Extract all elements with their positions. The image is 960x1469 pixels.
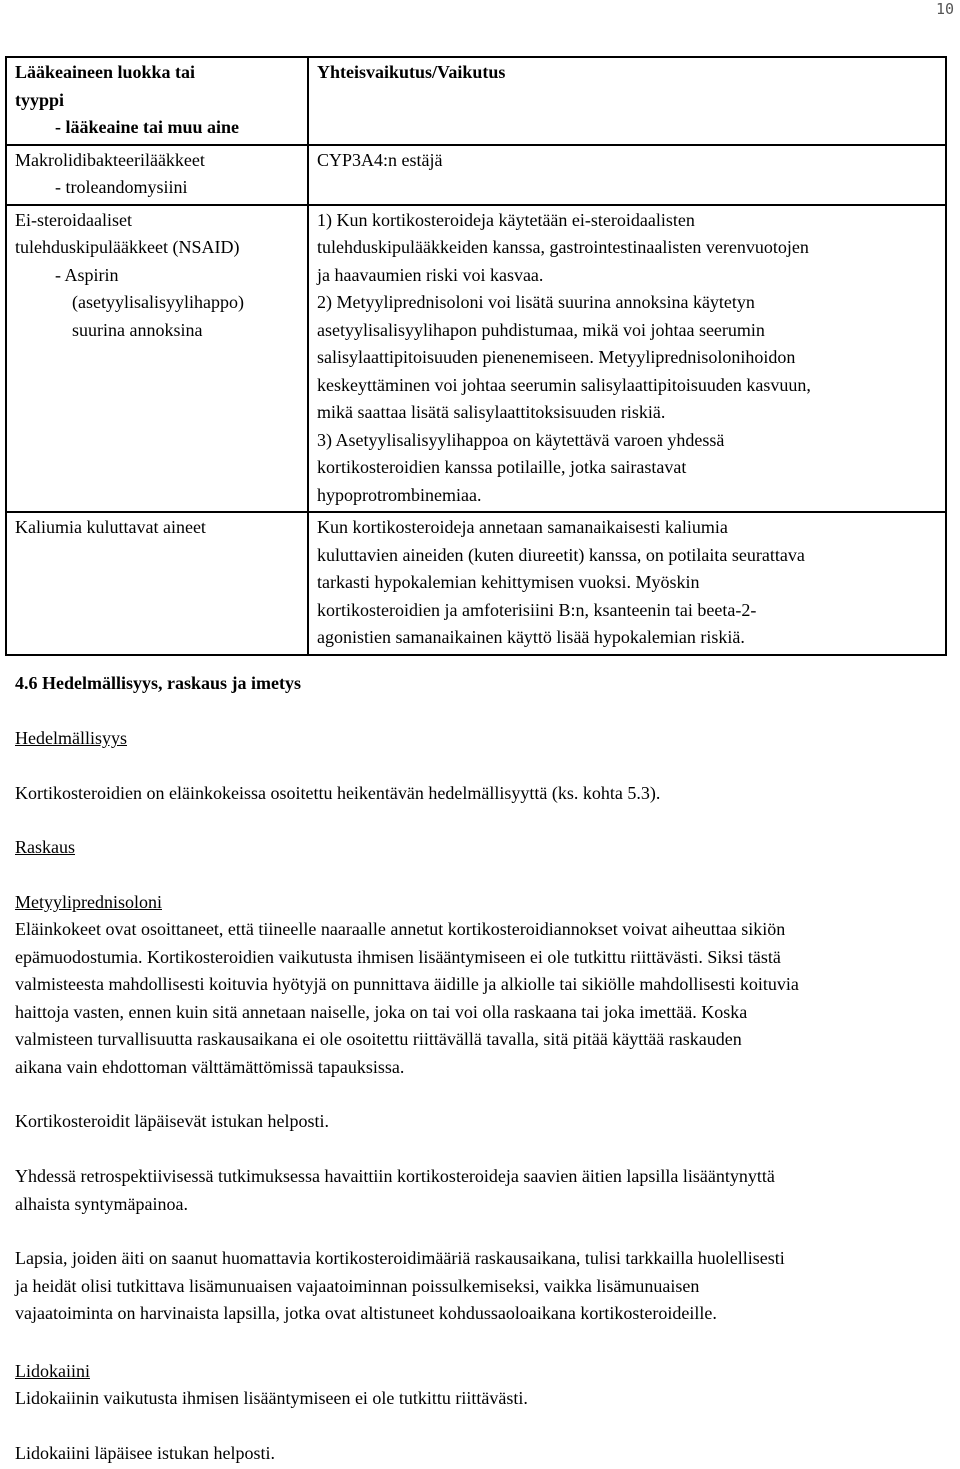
section-heading: 4.6 Hedelmällisyys, raskaus ja imetys bbox=[15, 673, 301, 693]
header-right-cell bbox=[308, 57, 946, 145]
cell-line: Kaliumia kuluttavat aineet bbox=[15, 517, 206, 537]
header-left-line: - lääkeaine tai muu aine bbox=[55, 117, 240, 137]
table-header-row bbox=[6, 57, 946, 145]
paragraph-line: valmisteesta mahdollisesti koituvia hyötyjä on punnittava äidille ja alkiolle tai sikiölle mahdollisesti koituvia bbox=[15, 974, 799, 994]
header-left-line: Lääkeaineen luokka tai bbox=[15, 62, 196, 82]
lidocaine-heading: Lidokaiini bbox=[15, 1361, 90, 1381]
fertility-heading: Hedelmällisyys bbox=[15, 728, 127, 748]
paragraph-line: Yhdessä retrospektiivisessä tutkimuksessa havaittiin kortikosteroideja saavien äitien lapsilla lisääntynyttä bbox=[15, 1166, 775, 1186]
table-cell-right bbox=[308, 512, 946, 655]
cell-line: - Aspirin bbox=[55, 264, 119, 285]
paragraph-line: Lapsia, joiden äiti on saanut huomattavia kortikosteroidimääriä raskausaikana, tulisi tarkkailla huolellisesti bbox=[15, 1248, 785, 1268]
cell-line: suurina annoksina bbox=[72, 319, 203, 340]
header-right-text: Yhteisvaikutus/Vaikutus bbox=[317, 62, 506, 82]
cell-line: keskeyttäminen voi johtaa seerumin salisylaattipitoisuuden kasvuun, bbox=[317, 374, 811, 395]
cell-line: tarkasti hypokalemian kehittymisen vuoksi. Myöskin bbox=[317, 572, 700, 592]
cell-line: Kun kortikosteroideja annetaan samanaikaisesti kaliumia bbox=[317, 517, 728, 537]
cell-line: 2) Metyyliprednisoloni voi lisätä suurina annoksina käytetyn bbox=[317, 292, 755, 312]
cell-line: CYP3A4:n estäjä bbox=[317, 149, 443, 170]
paragraph-line: aikana vain ehdottoman välttämättömissä tapauksissa. bbox=[15, 1056, 405, 1077]
cell-line: tulehduskipulääkkeet (NSAID) bbox=[15, 237, 240, 257]
cell-line: ja haavaumien riski voi kasvaa. bbox=[317, 264, 544, 285]
pregnancy-heading: Raskaus bbox=[15, 837, 75, 857]
page-number: 10 bbox=[935, 0, 954, 18]
paragraph-line: alhaista syntymäpainoa. bbox=[15, 1193, 188, 1214]
cell-line: tulehduskipulääkkeiden kanssa, gastrointestinaalisten verenvuotojen bbox=[317, 237, 809, 257]
cell-line: agonistien samanaikainen käyttö lisää hypokalemian riskiä. bbox=[317, 627, 745, 647]
table-cell-left bbox=[6, 205, 308, 513]
table-cell-right bbox=[308, 145, 946, 205]
header-left-line: tyyppi bbox=[15, 89, 65, 110]
paragraph-line: Eläinkokeet ovat osoittaneet, että tiineelle naaraalle annetut kortikosteroidiannokset voivat aiheuttaa sikiön bbox=[15, 919, 786, 939]
table-cell-left bbox=[6, 145, 308, 205]
header-left-cell bbox=[6, 57, 308, 145]
cell-line: 3) Asetyylisalisyylihappoa on käytettävä varoen yhdessä bbox=[317, 429, 725, 450]
cell-line: Makrolidibakteerilääkkeet bbox=[15, 149, 205, 170]
table-row bbox=[6, 512, 946, 655]
cell-line: Ei-steroidaaliset bbox=[15, 209, 132, 230]
lidocaine-text-1: Lidokaiinin vaikutusta ihmisen lisääntymiseen ei ole tutkittu riittävästi. bbox=[15, 1388, 528, 1408]
cell-line: - troleandomysiini bbox=[55, 177, 188, 197]
fertility-text: Kortikosteroidien on eläinkokeissa osoitettu heikentävän hedelmällisyyttä (ks. kohta 5.3). bbox=[15, 783, 661, 803]
cell-line: salisylaattipitoisuuden pienenemiseen. Metyyliprednisolonihoidon bbox=[317, 347, 796, 367]
cell-line: kortikosteroidien ja amfoterisiini B:n, ksanteenin tai beeta-2- bbox=[317, 599, 757, 620]
pregnancy-paragraph-2: Kortikosteroidit läpäisevät istukan helposti. bbox=[15, 1111, 329, 1131]
table-cell-right bbox=[308, 205, 946, 513]
pregnancy-paragraph-3 bbox=[15, 1163, 955, 1218]
table-cell-left bbox=[6, 512, 308, 655]
cell-line: mikä saattaa lisätä salisylaattitoksisuuden riskiä. bbox=[317, 402, 666, 422]
pregnancy-paragraph-4 bbox=[15, 1245, 955, 1328]
paragraph-line: vajaatoiminta on harvinaista lapsilla, jotka ovat altistuneet kohdussaoloaikana kortikosteroideille. bbox=[15, 1303, 717, 1323]
cell-line: (asetyylisalisyylihappo) bbox=[72, 292, 244, 312]
table-row bbox=[6, 145, 946, 205]
paragraph-line: valmisteen turvallisuutta raskausaikana ei ole osoitettu riittävällä tavalla, sitä pitää käyttää raskauden bbox=[15, 1029, 742, 1049]
lidocaine-text-2: Lidokaiini läpäisee istukan helposti. bbox=[15, 1443, 275, 1463]
pregnancy-subheading: Metyyliprednisoloni bbox=[15, 892, 162, 912]
paragraph-line: ja heidät olisi tutkittava lisämunuaisen vajaatoiminnan poissulkemiseksi, vaikka lisämunuaisen bbox=[15, 1275, 700, 1296]
cell-line: hypoprotrombinemiaa. bbox=[317, 484, 482, 505]
cell-line: kuluttavien aineiden (kuten diureetit) kanssa, on potilaita seurattava bbox=[317, 544, 805, 565]
cell-line: kortikosteroidien kanssa potilaille, jotka sairastavat bbox=[317, 457, 687, 477]
pregnancy-paragraph-1 bbox=[15, 916, 955, 1081]
interactions-table bbox=[5, 56, 947, 656]
cell-line: 1) Kun kortikosteroideja käytetään ei-steroidaalisten bbox=[317, 209, 695, 230]
paragraph-line: epämuodostumia. Kortikosteroidien vaikutusta ihmisen lisääntymiseen ei ole tutkittu riittävästi. Siksi tästä bbox=[15, 946, 781, 967]
paragraph-line: haittoja vasten, ennen kuin sitä annetaan naiselle, joka on tai voi olla raskaana tai joka imettää. Koska bbox=[15, 1001, 748, 1022]
cell-line: asetyylisalisyylihapon puhdistumaa, mikä voi johtaa seerumin bbox=[317, 319, 765, 340]
table-row bbox=[6, 205, 946, 513]
